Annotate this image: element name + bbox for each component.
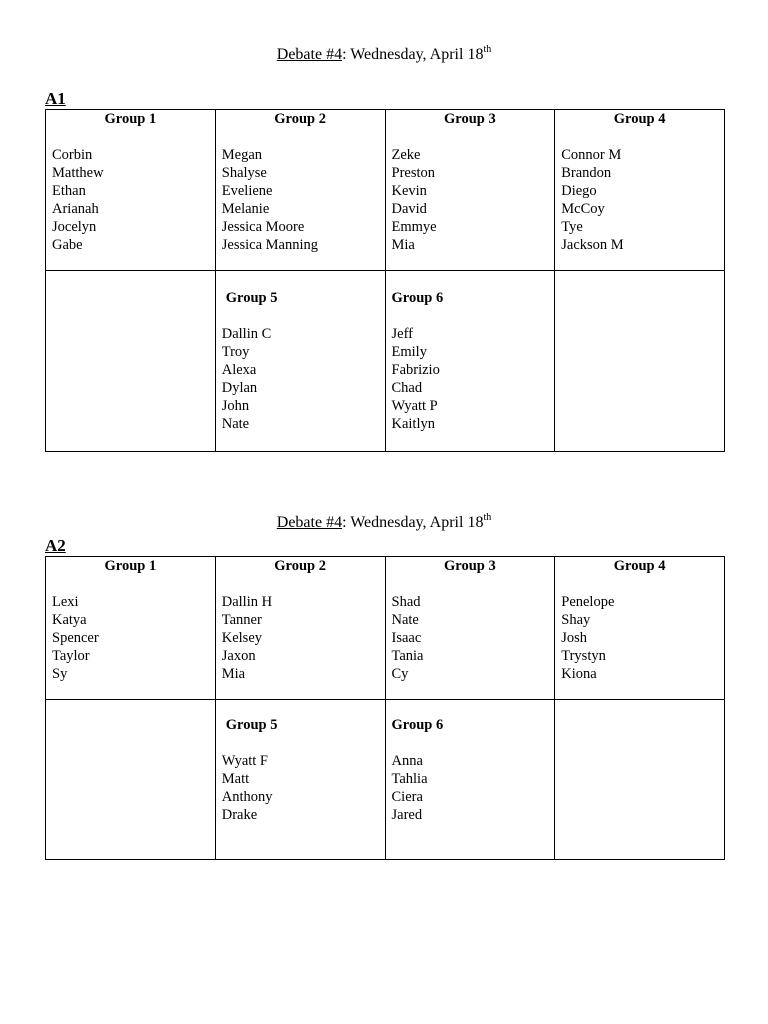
member-name: John <box>221 398 250 414</box>
groups-row <box>46 700 725 860</box>
member-name: Shay <box>561 612 591 628</box>
member-name: Tanner <box>221 612 262 628</box>
member-name: Jaxon <box>221 648 256 664</box>
member-name: Tye <box>561 219 583 235</box>
group-cell <box>555 110 725 271</box>
member-name: Dylan <box>221 380 258 396</box>
member-name: Tania <box>391 648 424 664</box>
empty-cell <box>555 700 725 860</box>
groups-table-a1 <box>45 109 725 452</box>
groups-row <box>46 110 725 271</box>
member-name: Wyatt F <box>221 753 268 769</box>
member-name: Gabe <box>52 237 83 253</box>
member-name: Penelope <box>561 594 615 610</box>
member-name: Emmye <box>391 219 437 235</box>
member-name: Jessica Manning <box>221 237 318 253</box>
member-name: Ciera <box>391 789 423 805</box>
group-cell <box>555 557 725 700</box>
group-heading: Group 1 <box>104 111 157 127</box>
member-name: Corbin <box>52 147 93 163</box>
group-heading: Group 4 <box>613 558 666 574</box>
member-name: Tahlia <box>391 771 428 787</box>
empty-cell <box>555 271 725 452</box>
group-heading: Group 6 <box>391 290 444 306</box>
member-name: Sy <box>52 666 68 682</box>
debate-title-date: : Wednesday, April 18 <box>342 46 484 63</box>
group-heading: Group 2 <box>274 111 326 127</box>
debate-title-number: Debate #4 <box>276 46 343 63</box>
member-name: Wyatt P <box>391 398 438 414</box>
member-name: Nate <box>391 612 419 628</box>
member-name: Brandon <box>561 165 612 181</box>
member-name: Ethan <box>52 183 86 199</box>
member-name: Kevin <box>391 183 427 199</box>
member-name: Dallin H <box>221 594 273 610</box>
debate-title-a1 <box>0 45 768 65</box>
member-name: Anna <box>391 753 423 769</box>
group-cell <box>215 557 385 700</box>
member-name: Matt <box>221 771 250 787</box>
member-name: Mia <box>221 666 246 682</box>
group-cell <box>385 700 555 860</box>
groups-table-a2 <box>45 556 725 860</box>
member-name: Preston <box>391 165 435 181</box>
member-name: Alexa <box>221 362 257 378</box>
debate-title-ordinal: th <box>483 43 492 55</box>
member-name: Jocelyn <box>52 219 97 235</box>
member-name: Kaitlyn <box>391 416 435 432</box>
empty-cell <box>46 700 216 860</box>
member-name: Nate <box>221 416 250 432</box>
group-cell <box>215 110 385 271</box>
member-name: David <box>391 201 427 217</box>
section-label-a2: A2 <box>45 536 66 555</box>
group-heading: Group 5 <box>225 290 278 306</box>
group-heading: Group 4 <box>613 111 666 127</box>
member-name: Josh <box>561 630 588 646</box>
member-name: Jackson M <box>561 237 624 253</box>
group-cell <box>385 110 555 271</box>
member-name: Cy <box>391 666 409 682</box>
debate-title-ordinal: th <box>483 511 492 523</box>
group-heading: Group 1 <box>104 558 157 574</box>
member-name: Shalyse <box>221 165 267 181</box>
member-name: Spencer <box>52 630 99 646</box>
member-name: Taylor <box>52 648 90 664</box>
member-name: Lexi <box>52 594 79 610</box>
member-name: Chad <box>391 380 423 396</box>
member-name: Kiona <box>561 666 597 682</box>
group-heading: Group 5 <box>225 717 278 733</box>
member-name: Eveliene <box>221 183 273 199</box>
group-cell <box>215 700 385 860</box>
group-heading: Group 3 <box>444 558 496 574</box>
member-name: Drake <box>221 807 258 823</box>
member-name: Diego <box>561 183 597 199</box>
member-name: Jessica Moore <box>221 219 305 235</box>
section-label-a1: A1 <box>45 89 66 108</box>
member-name: Isaac <box>391 630 422 646</box>
member-name: Dallin C <box>221 326 272 342</box>
member-name: Troy <box>221 344 250 360</box>
member-name: McCoy <box>561 201 605 217</box>
group-cell <box>215 271 385 452</box>
member-name: Kelsey <box>221 630 263 646</box>
member-name: Matthew <box>52 165 104 181</box>
debate-title-date: : Wednesday, April 18 <box>342 514 484 531</box>
debate-title-a2 <box>0 513 768 533</box>
member-name: Megan <box>221 147 263 163</box>
member-name: Shad <box>391 594 421 610</box>
member-name: Connor M <box>561 147 622 163</box>
group-heading: Group 3 <box>444 111 496 127</box>
group-heading: Group 6 <box>391 717 444 733</box>
member-name: Katya <box>52 612 87 628</box>
member-name: Fabrizio <box>391 362 440 378</box>
member-name: Arianah <box>52 201 99 217</box>
groups-row <box>46 557 725 700</box>
member-name: Jared <box>391 807 423 823</box>
group-cell <box>46 557 216 700</box>
empty-cell <box>46 271 216 452</box>
group-heading: Group 2 <box>274 558 326 574</box>
member-name: Mia <box>391 237 415 253</box>
group-cell <box>385 557 555 700</box>
member-name: Melanie <box>221 201 270 217</box>
groups-row <box>46 271 725 452</box>
member-name: Emily <box>391 344 427 360</box>
group-cell <box>46 110 216 271</box>
member-name: Trystyn <box>561 648 606 664</box>
debate-title-number: Debate #4 <box>276 514 343 531</box>
group-cell <box>385 271 555 452</box>
member-name: Zeke <box>391 147 421 163</box>
member-name: Anthony <box>221 789 273 805</box>
member-name: Jeff <box>391 326 413 342</box>
